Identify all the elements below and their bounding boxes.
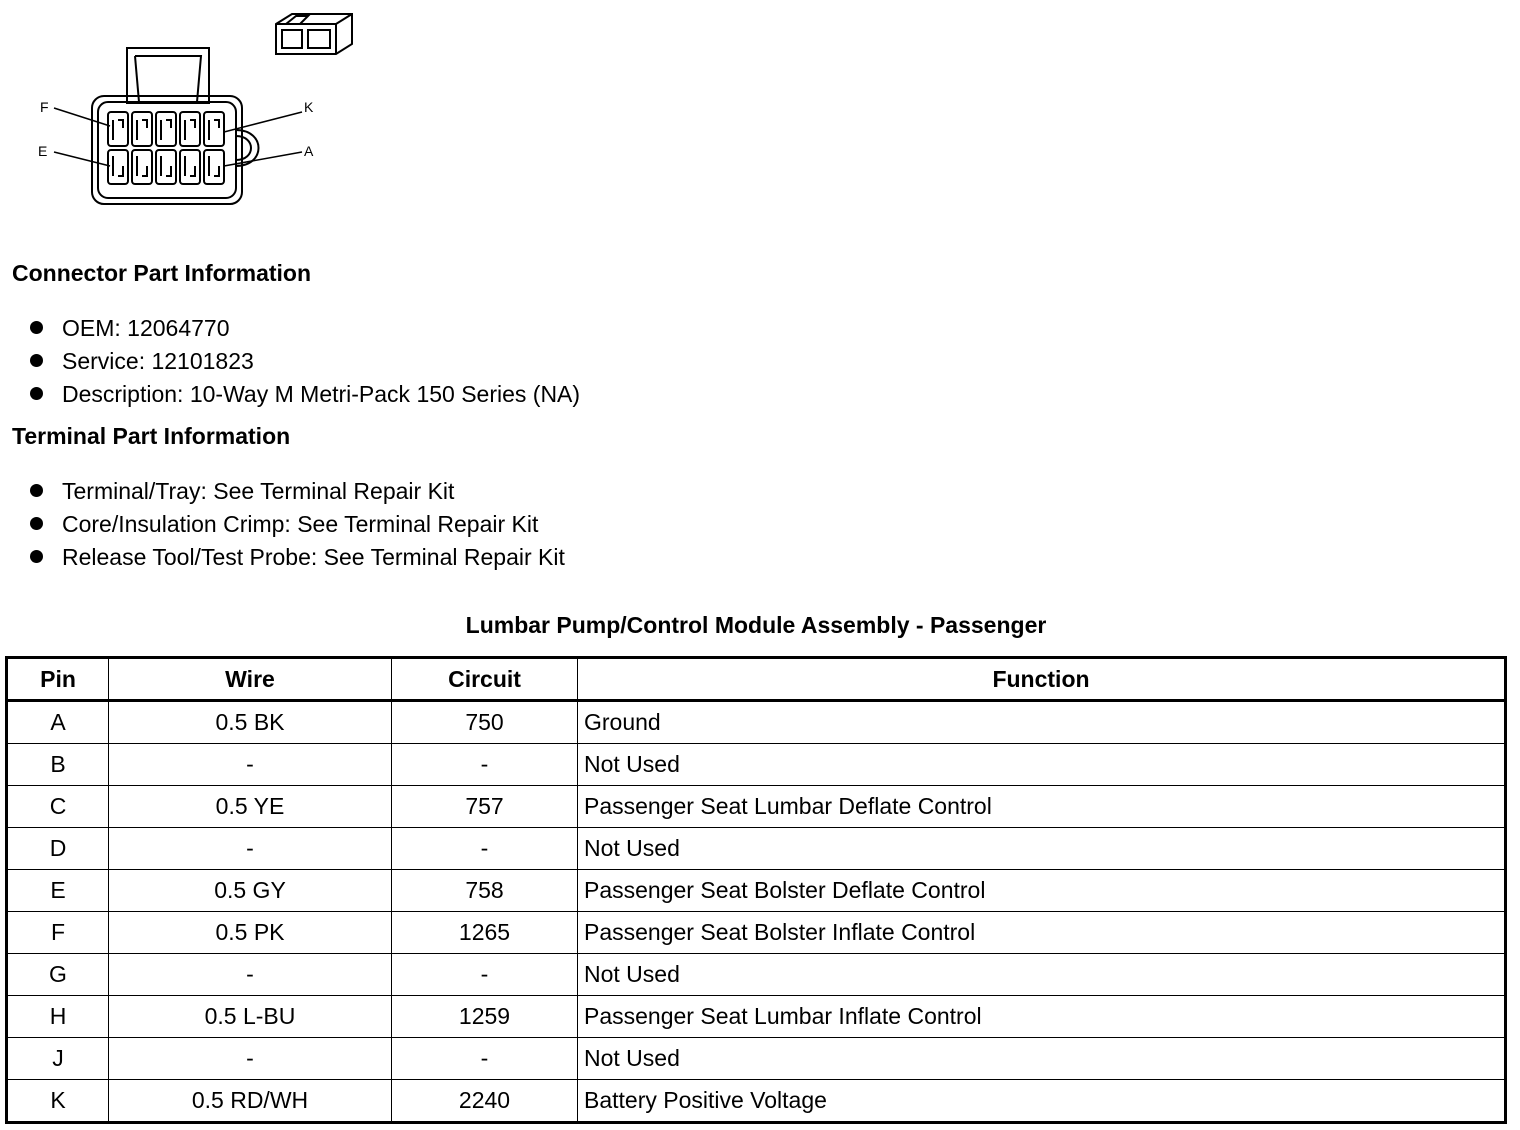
list-item: Core/Insulation Crimp: See Terminal Repair Kit bbox=[28, 510, 565, 543]
circuit-cell: 1259 bbox=[392, 995, 578, 1037]
circuit-cell: - bbox=[392, 827, 578, 869]
bullet-icon bbox=[30, 321, 43, 334]
wire-cell: - bbox=[109, 827, 392, 869]
table-header-row bbox=[7, 658, 1506, 701]
wire-cell: 0.5 BK bbox=[109, 701, 392, 744]
wire-cell: 0.5 PK bbox=[109, 911, 392, 953]
circuit-column-header: Circuit bbox=[392, 658, 578, 701]
pin-cell: F bbox=[7, 911, 109, 953]
circuit-cell: 1265 bbox=[392, 911, 578, 953]
bullet-icon bbox=[30, 484, 43, 497]
function-cell: Ground bbox=[578, 701, 1506, 744]
connector-diagram bbox=[30, 6, 370, 216]
circuit-cell: 758 bbox=[392, 869, 578, 911]
circuit-cell: 750 bbox=[392, 701, 578, 744]
terminal-part-heading: Terminal Part Information bbox=[12, 423, 291, 449]
pin-cavities bbox=[108, 112, 224, 184]
pin-cell: C bbox=[7, 786, 109, 828]
function-column-header: Function bbox=[578, 658, 1506, 701]
function-cell: Not Used bbox=[578, 1037, 1506, 1079]
table-row bbox=[7, 827, 1506, 869]
table-row bbox=[7, 869, 1506, 911]
wire-cell: - bbox=[109, 1037, 392, 1079]
table-row bbox=[7, 1037, 1506, 1079]
list-item: Release Tool/Test Probe: See Terminal Repair Kit bbox=[28, 543, 565, 576]
list-item: Terminal/Tray: See Terminal Repair Kit bbox=[28, 477, 565, 510]
list-item: OEM: 12064770 bbox=[28, 314, 580, 347]
terminal-part-list bbox=[28, 477, 565, 576]
function-cell: Passenger Seat Bolster Inflate Control bbox=[578, 911, 1506, 953]
table-row bbox=[7, 953, 1506, 995]
wire-cell: 0.5 GY bbox=[109, 869, 392, 911]
bullet-icon bbox=[30, 354, 43, 367]
table-row bbox=[7, 1079, 1506, 1122]
pin-cell: H bbox=[7, 995, 109, 1037]
table-row bbox=[7, 995, 1506, 1037]
pin-cell: A bbox=[7, 701, 109, 744]
circuit-cell: - bbox=[392, 744, 578, 786]
function-cell: Passenger Seat Lumbar Deflate Control bbox=[578, 786, 1506, 828]
function-cell: Not Used bbox=[578, 744, 1506, 786]
wire-cell: 0.5 RD/WH bbox=[109, 1079, 392, 1122]
pin-cell: J bbox=[7, 1037, 109, 1079]
wire-cell: - bbox=[109, 744, 392, 786]
pin-cell: B bbox=[7, 744, 109, 786]
function-cell: Battery Positive Voltage bbox=[578, 1079, 1506, 1122]
pin-cell: D bbox=[7, 827, 109, 869]
connector-latch bbox=[127, 48, 209, 103]
bullet-icon bbox=[30, 550, 43, 563]
connector-part-list bbox=[28, 314, 580, 413]
pin-cell: E bbox=[7, 869, 109, 911]
bullet-icon bbox=[30, 387, 43, 400]
connector-3d-icon bbox=[276, 14, 352, 54]
table-row bbox=[7, 786, 1506, 828]
wire-cell: - bbox=[109, 953, 392, 995]
function-cell: Not Used bbox=[578, 953, 1506, 995]
pin-label-e: E bbox=[38, 143, 48, 159]
table-row bbox=[7, 744, 1506, 786]
list-item: Service: 12101823 bbox=[28, 347, 580, 380]
wire-column-header: Wire bbox=[109, 658, 392, 701]
pin-column-header: Pin bbox=[7, 658, 109, 701]
pin-label-f: F bbox=[40, 99, 49, 115]
pinout-table bbox=[5, 656, 1507, 1124]
circuit-cell: 757 bbox=[392, 786, 578, 828]
pin-cell: G bbox=[7, 953, 109, 995]
table-row bbox=[7, 701, 1506, 744]
list-item: Description: 10-Way M Metri-Pack 150 Series (NA) bbox=[28, 380, 580, 413]
circuit-cell: 2240 bbox=[392, 1079, 578, 1122]
connector-part-heading: Connector Part Information bbox=[12, 260, 312, 286]
circuit-cell: - bbox=[392, 1037, 578, 1079]
function-cell: Passenger Seat Bolster Deflate Control bbox=[578, 869, 1506, 911]
wire-cell: 0.5 L-BU bbox=[109, 995, 392, 1037]
function-cell: Passenger Seat Lumbar Inflate Control bbox=[578, 995, 1506, 1037]
function-cell: Not Used bbox=[578, 827, 1506, 869]
bullet-icon bbox=[30, 517, 43, 530]
pin-cell: K bbox=[7, 1079, 109, 1122]
wire-cell: 0.5 YE bbox=[109, 786, 392, 828]
pin-label-k: K bbox=[304, 99, 314, 115]
circuit-cell: - bbox=[392, 953, 578, 995]
table-row bbox=[7, 911, 1506, 953]
table-title: Lumbar Pump/Control Module Assembly - Passenger bbox=[465, 612, 1047, 638]
pin-label-a: A bbox=[304, 143, 314, 159]
